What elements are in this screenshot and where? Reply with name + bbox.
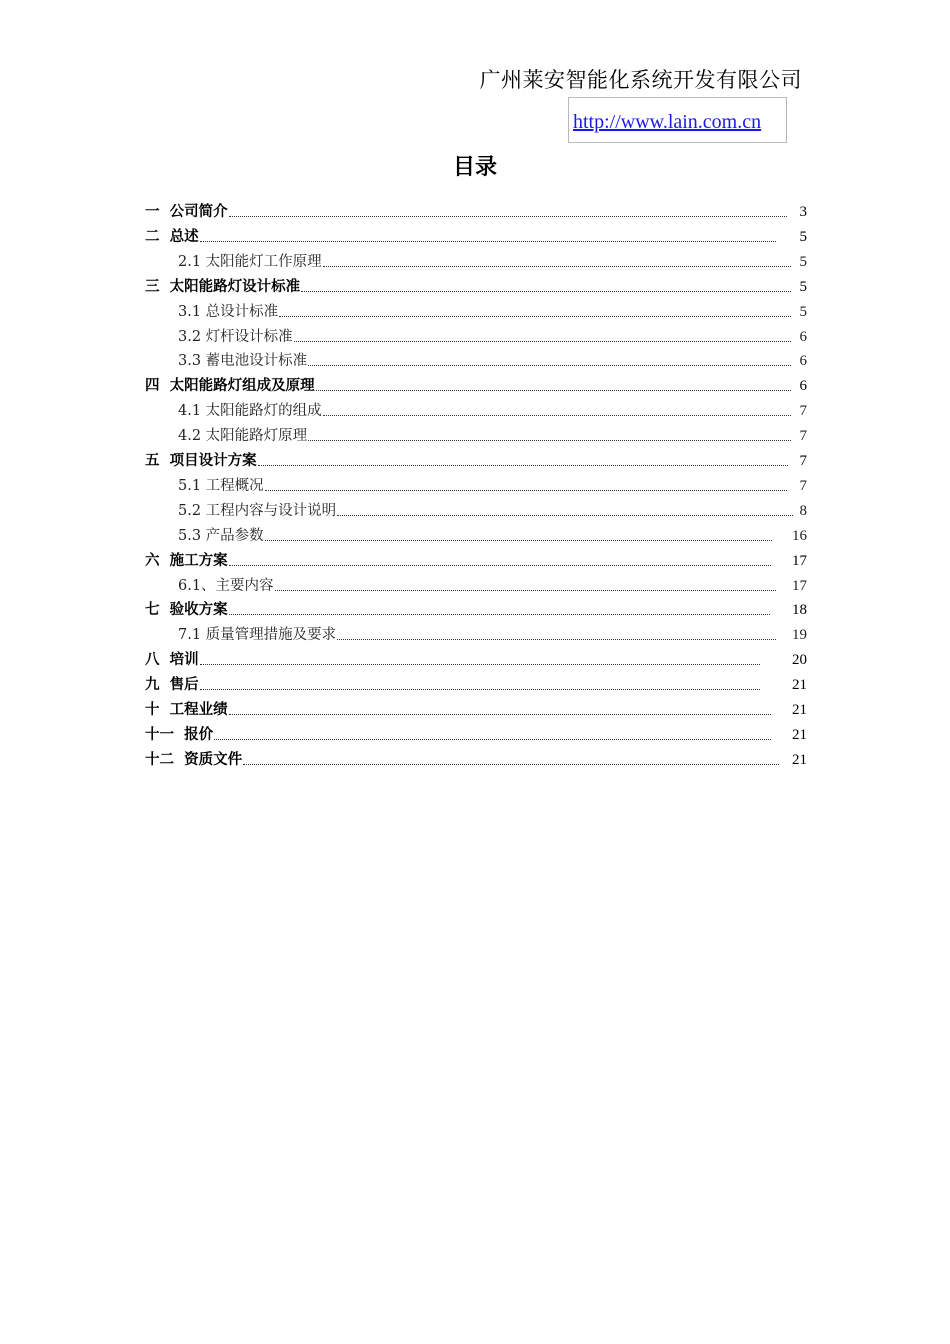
- toc-entry[interactable]: [145, 371, 807, 395]
- toc-entry-page: 21: [792, 677, 807, 694]
- toc-entry-label: 三 太阳能路灯设计标准: [145, 278, 301, 295]
- toc-entry-label: 7.1 质量管理措施及要求: [178, 627, 337, 644]
- toc-entry-page: 17: [792, 552, 807, 569]
- toc-entry-label: 3.3 蓄电池设计标准: [178, 353, 308, 370]
- toc-entry[interactable]: [145, 546, 807, 570]
- toc-entry-page: 17: [792, 577, 807, 594]
- toc-entry[interactable]: [145, 446, 807, 470]
- toc-entry[interactable]: [178, 346, 807, 370]
- toc-entry-label: 八 培训: [145, 652, 199, 669]
- company-name: 广州莱安智能化系统开发有限公司: [479, 68, 802, 92]
- toc-entry-page: 5: [799, 253, 807, 270]
- toc-entry-page: 21: [792, 702, 807, 718]
- toc-entry-page: 5: [799, 228, 807, 245]
- toc-entry[interactable]: [178, 496, 807, 520]
- toc-entry-label: 七 验收方案: [145, 602, 228, 619]
- toc-entry-page: 5: [799, 303, 807, 320]
- toc-entry-page: 19: [792, 627, 807, 644]
- toc-leader-dots: [258, 465, 788, 466]
- toc-leader-dots: [229, 614, 770, 615]
- toc-entry-label: 6.1、主要内容: [178, 577, 274, 594]
- website-link[interactable]: http://www.lain.com.cn: [573, 111, 762, 133]
- toc-entry-label: 5.3 产品参数: [178, 527, 264, 544]
- toc-leader-dots: [243, 764, 779, 765]
- toc-leader-dots: [229, 565, 771, 566]
- toc-entry[interactable]: [178, 297, 807, 321]
- toc-entry[interactable]: [178, 322, 807, 346]
- toc-entry[interactable]: [145, 645, 807, 669]
- toc-entry[interactable]: [145, 670, 807, 694]
- toc-entry-page: 7: [799, 403, 807, 420]
- toc-leader-dots: [337, 515, 792, 516]
- toc-entry-label: 一 公司简介: [145, 204, 228, 220]
- toc-entry-page: 8: [799, 502, 807, 519]
- toc-entry[interactable]: [145, 695, 807, 719]
- toc-leader-dots: [308, 365, 790, 366]
- toc-entry-label: 五 项目设计方案: [145, 453, 257, 469]
- toc-leader-dots: [337, 639, 776, 640]
- toc-leader-dots: [275, 590, 776, 591]
- toc-entry-label: 5.2 工程内容与设计说明: [178, 502, 337, 519]
- toc-leader-dots: [229, 714, 771, 715]
- toc-entry[interactable]: [178, 571, 807, 595]
- toc-entry-page: 21: [792, 751, 807, 768]
- toc-entry[interactable]: [178, 620, 807, 644]
- toc-leader-dots: [294, 341, 791, 342]
- toc-entry-page: 6: [799, 353, 807, 370]
- toc-entry-page: 7: [799, 477, 807, 494]
- toc-entry-label: 2.1 太阳能灯工作原理: [178, 253, 322, 270]
- toc-entry-label: 4.1 太阳能路灯的组成: [178, 403, 322, 420]
- toc-leader-dots: [200, 241, 776, 242]
- toc-leader-dots: [265, 490, 787, 491]
- toc-entry-page: 16: [792, 527, 807, 544]
- toc-entry-page: 21: [792, 726, 807, 743]
- toc-entry-label: 十二 资质文件: [145, 751, 243, 768]
- toc-entry-label: 十一 报价: [145, 726, 214, 743]
- toc-entry[interactable]: [145, 595, 807, 619]
- toc-entry-label: 3.2 灯杆设计标准: [178, 328, 293, 345]
- toc-entry-label: 十 工程业绩: [145, 702, 228, 718]
- toc-entry-label: 4.2 太阳能路灯原理: [178, 428, 308, 445]
- toc-entry[interactable]: [145, 745, 807, 769]
- toc-leader-dots: [308, 440, 790, 441]
- toc-leader-dots: [229, 216, 787, 217]
- toc-leader-dots: [200, 664, 760, 665]
- toc-entry-page: 6: [799, 378, 807, 395]
- toc-entry[interactable]: [145, 197, 807, 221]
- toc-entry[interactable]: [145, 720, 807, 744]
- toc-entry-page: 7: [799, 428, 807, 445]
- toc-entry-page: 5: [799, 278, 807, 295]
- toc-leader-dots: [323, 415, 791, 416]
- toc-entry-page: 6: [799, 328, 807, 345]
- toc-entry[interactable]: [145, 272, 807, 296]
- toc-entry-label: 四 太阳能路灯组成及原理: [145, 378, 315, 395]
- toc-entry[interactable]: [178, 247, 807, 271]
- toc-entry-page: 20: [792, 652, 807, 669]
- toc-leader-dots: [316, 390, 791, 391]
- toc-entry[interactable]: [178, 396, 807, 420]
- toc-entry[interactable]: [178, 421, 807, 445]
- toc-leader-dots: [279, 316, 790, 317]
- toc-entry-label: 九 售后: [145, 677, 199, 694]
- toc-entry[interactable]: [145, 222, 807, 246]
- toc-title: 目录: [452, 155, 497, 180]
- toc-leader-dots: [214, 739, 771, 740]
- toc-leader-dots: [301, 291, 790, 292]
- website-link-box[interactable]: [568, 97, 787, 143]
- toc-entry-page: 7: [799, 453, 807, 469]
- toc-leader-dots: [265, 540, 772, 541]
- toc-entry-page: 3: [799, 204, 807, 220]
- toc-entry[interactable]: [178, 471, 807, 495]
- toc-entry-label: 六 施工方案: [145, 552, 228, 569]
- toc-entry-page: 18: [792, 602, 807, 619]
- toc-leader-dots: [200, 689, 760, 690]
- toc-entry-label: 3.1 总设计标准: [178, 303, 279, 320]
- toc-entry-label: 5.1 工程概况: [178, 477, 264, 494]
- toc-entry-label: 二 总述: [145, 228, 199, 245]
- toc-leader-dots: [323, 266, 791, 267]
- toc-entry[interactable]: [178, 521, 807, 545]
